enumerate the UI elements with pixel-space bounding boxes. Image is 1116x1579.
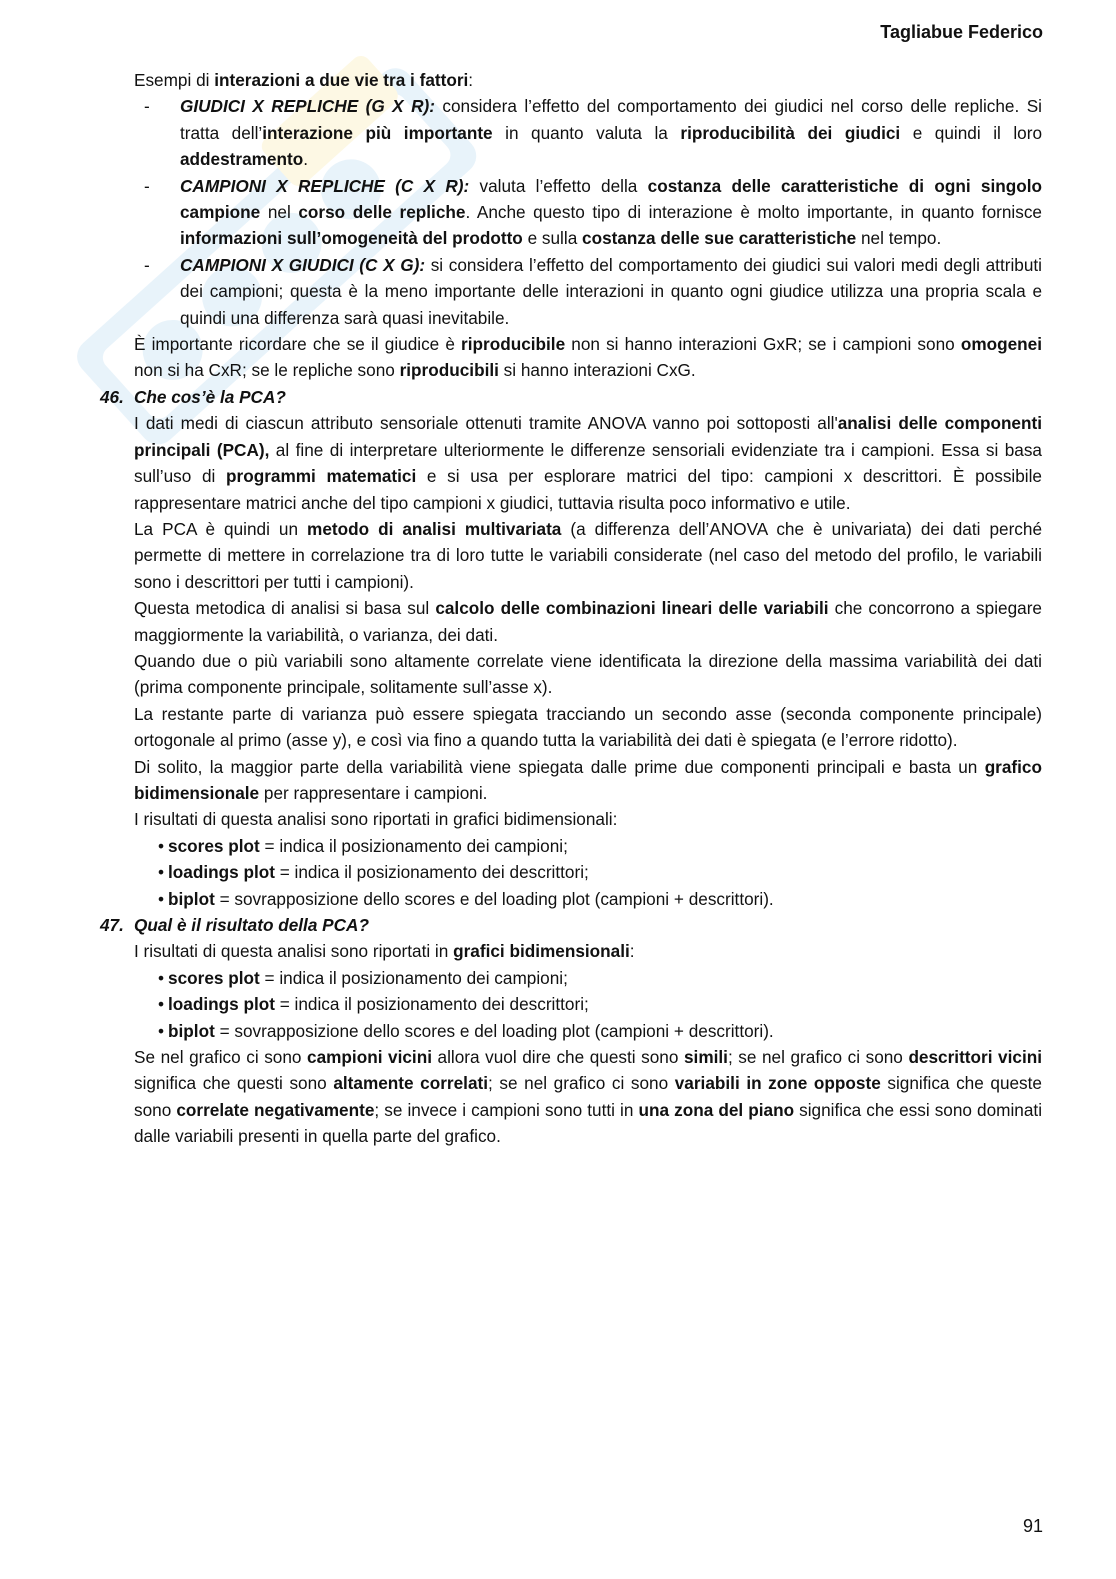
- q46-paragraph-7: I risultati di questa analisi sono riportati in grafici bidimensionali:: [134, 809, 618, 830]
- bold-run: loadings plot: [168, 994, 275, 1015]
- intro-paragraph: [100, 67, 1042, 93]
- bold-run: variabili in zone opposte: [674, 1073, 881, 1094]
- list-item: [100, 252, 1042, 331]
- text-run: = sovrapposizione dello scores e del loading plot (campioni + descrittori).: [214, 888, 774, 909]
- bold-run: simili: [683, 1047, 728, 1068]
- bold-run: riproducibilità dei giudici: [680, 122, 901, 143]
- q46-paragraph-6: [100, 754, 1042, 807]
- bold-run: scores plot: [168, 967, 260, 988]
- bullet-icon: •: [158, 994, 165, 1015]
- list-item: [100, 991, 1042, 1017]
- bullet-icon: •: [158, 862, 165, 883]
- bold-run: grafici bidimensionali: [453, 941, 630, 962]
- bold-run: correlate negativamente: [176, 1099, 375, 1120]
- q46-paragraph-3: [100, 595, 1042, 648]
- bold-run: corso delle repliche: [298, 202, 466, 223]
- text-run: nel: [260, 202, 299, 223]
- bullet-icon: •: [158, 1020, 165, 1041]
- text-run: :: [468, 70, 474, 90]
- bold-run: addestramento: [180, 149, 304, 170]
- text-run: ; se nel grafico ci sono: [727, 1047, 909, 1068]
- bold-run: campioni vicini: [307, 1047, 432, 1068]
- text-run: e quindi il loro: [900, 122, 1042, 143]
- list-item: [100, 859, 1042, 885]
- text-run: considera l’effetto del comportamento dei giudici nel corso delle repliche. Si tratta dell’: [180, 96, 1042, 143]
- dash-marker: -: [144, 96, 150, 117]
- interactions-list: [100, 93, 1042, 331]
- text-run: al fine di interpretare ulteriormente le differenze sensoriali evidenziate tra i campioni. Essa si basa sull’uso di: [134, 439, 1042, 487]
- text-run: È importante ricordare che se il giudice è: [134, 334, 462, 355]
- q47-paragraph-1: [100, 938, 1042, 964]
- text-run: significa che essi sono dominati dalle variabili presenti in quella parte del grafico.: [134, 1099, 1043, 1147]
- text-run: non si hanno interazioni GxR; se i campioni sono: [565, 334, 961, 355]
- text-run: allora vuol dire che questi sono: [431, 1047, 684, 1068]
- text-run: si considera l’effetto del comportamento dei giudici sui valori medi degli attributi dei campioni; questa è la meno importante delle interazioni in quanto ogni giudice utilizza una propria scala e quindi una differenza sarà quasi inevitabile.: [180, 254, 1042, 328]
- bold-run: scores plot: [168, 835, 260, 856]
- text-run: che concorrono a spiegare maggiormente la variabilità, o varianza, dei dati.: [134, 598, 1042, 645]
- page-number: 91: [1022, 1516, 1043, 1536]
- text-run: :: [629, 941, 635, 962]
- text-run: = indica il posizionamento dei campioni;: [259, 835, 568, 856]
- text-run: . Anche questo tipo di interazione è molto importante, in quanto fornisce: [465, 202, 1042, 223]
- bold-run: informazioni sull’omogeneità del prodotto: [180, 228, 523, 249]
- text-run: Esempi di: [134, 70, 215, 90]
- text-run: si hanno interazioni CxG.: [498, 360, 696, 381]
- text-run: e si usa per esplorare matrici del tipo: campioni x descrittori. È possibile rappresentare matrici anche del tipo campioni x giudici, tuttavia risulta poco informativo e utile.: [134, 466, 1042, 513]
- text-run: I dati medi di ciascun attributo sensoriale ottenuti tramite ANOVA vanno poi sottoposti all': [134, 413, 838, 434]
- list-item: [100, 965, 1042, 991]
- text-run: Questa metodica di analisi si basa sul: [134, 598, 436, 619]
- bold-run: interazione più importante: [262, 122, 493, 143]
- text-run: = indica il posizionamento dei campioni;: [259, 967, 568, 988]
- interaction-label: GIUDICI X REPLICHE (G X R):: [180, 96, 435, 117]
- q47-paragraph-2: [100, 1044, 1042, 1150]
- bold-run: descrittori vicini: [908, 1047, 1042, 1068]
- interaction-label: CAMPIONI X GIUDICI (C X G):: [180, 254, 426, 275]
- bold-run: metodo di analisi multivariata: [307, 518, 562, 539]
- bullet-icon: •: [158, 967, 165, 988]
- q46-paragraph-1: [100, 410, 1042, 516]
- text-run: I risultati di questa analisi sono riportati in: [134, 941, 454, 962]
- interaction-label: CAMPIONI X REPLICHE (C X R):: [180, 175, 470, 196]
- text-run: Di solito, la maggior parte della variabilità viene spiegata dalle prime due componenti principali e basta un: [134, 756, 985, 777]
- question-text: Qual è il risultato della PCA?: [134, 915, 369, 935]
- list-item: [100, 886, 1042, 912]
- bold-run: costanza delle sue caratteristiche: [582, 228, 857, 249]
- text-run: = indica il posizionamento dei descrittori;: [274, 994, 589, 1015]
- text-run: significa che questi sono: [134, 1073, 334, 1094]
- bold-run: biplot: [168, 1020, 215, 1041]
- question-47-title: [100, 912, 1042, 938]
- question-number: 46.: [100, 386, 124, 407]
- bold-run: biplot: [168, 888, 215, 909]
- bold-run: riproducibile: [461, 334, 566, 355]
- bold-run: omogenei: [960, 334, 1042, 355]
- q46-paragraph-2: [100, 516, 1042, 595]
- bold-run: altamente correlati: [333, 1073, 489, 1094]
- bullet-icon: •: [158, 835, 165, 856]
- bold-run: analisi delle componenti principali (PCA),: [134, 413, 1042, 460]
- dash-marker: -: [144, 175, 150, 196]
- dash-marker: -: [144, 254, 150, 275]
- bold-run: calcolo delle combinazioni lineari delle variabili: [435, 598, 829, 619]
- bold-run: costanza delle caratteristiche di ogni singolo campione: [180, 175, 1042, 223]
- text-run: (a differenza dell’ANOVA che è univariata) dei dati perché permette di mettere in correlazione tra di loro tutte le variabili considerate (nel caso del metodo del profilo, le variabili sono i descrittori per tutti i campioni).: [134, 518, 1043, 592]
- list-item: [100, 1018, 1042, 1044]
- text-run: non si ha CxR; se le repliche sono: [134, 360, 400, 381]
- text-run: La PCA è quindi un: [134, 518, 308, 539]
- text-run: ; se invece i campioni sono tutti in: [374, 1099, 639, 1120]
- q47-bullet-list: [100, 965, 1042, 1044]
- bold-run: grafico bidimensionale: [134, 756, 1042, 803]
- page-content: [100, 67, 1042, 1150]
- text-run: nel tempo.: [856, 228, 942, 249]
- bold-run: interazioni a due vie tra i fattori: [214, 70, 469, 90]
- list-item: [100, 833, 1042, 859]
- question-text: Che cos’è la PCA?: [134, 386, 286, 407]
- text-run: Se nel grafico ci sono: [134, 1047, 308, 1068]
- text-run: = sovrapposizione dello scores e del loading plot (campioni + descrittori).: [214, 1020, 774, 1041]
- text-run: valuta l’effetto della: [469, 175, 648, 196]
- text-run: in quanto valuta la: [492, 122, 681, 143]
- q46-paragraph-4: Quando due o più variabili sono altamente correlate viene identificata la direzione della massima variabilità dei dati (prima componente principale, solitamente sull’asse x).: [134, 650, 1042, 698]
- bold-run: programmi matematici: [226, 466, 417, 487]
- question-number: 47.: [100, 915, 124, 935]
- page-header-author: Tagliabue Federico: [880, 22, 1043, 42]
- reminder-paragraph: [100, 331, 1042, 384]
- list-item: [100, 93, 1042, 172]
- q46-bullet-list: [100, 833, 1042, 912]
- bold-run: loadings plot: [168, 862, 275, 883]
- q46-paragraph-5: La restante parte di varianza può essere spiegata tracciando un secondo asse (seconda componente principale) ortogonale al primo (asse y), e così via fino a quando tutta la variabilità dei dati è spiegata (e l’errore ridotto).: [134, 703, 1042, 751]
- text-run: ; se nel grafico ci sono: [488, 1073, 675, 1094]
- text-run: significa che queste sono: [134, 1073, 1042, 1120]
- text-run: per rappresentare i campioni.: [259, 782, 488, 803]
- bold-run: una zona del piano: [638, 1099, 795, 1120]
- question-46-title: [100, 384, 1042, 410]
- list-item: [100, 173, 1042, 252]
- bold-run: riproducibili: [399, 360, 499, 381]
- text-run: = indica il posizionamento dei descrittori;: [274, 862, 589, 883]
- text-run: e sulla: [522, 228, 583, 249]
- text-run: .: [303, 149, 308, 170]
- bullet-icon: •: [158, 888, 165, 909]
